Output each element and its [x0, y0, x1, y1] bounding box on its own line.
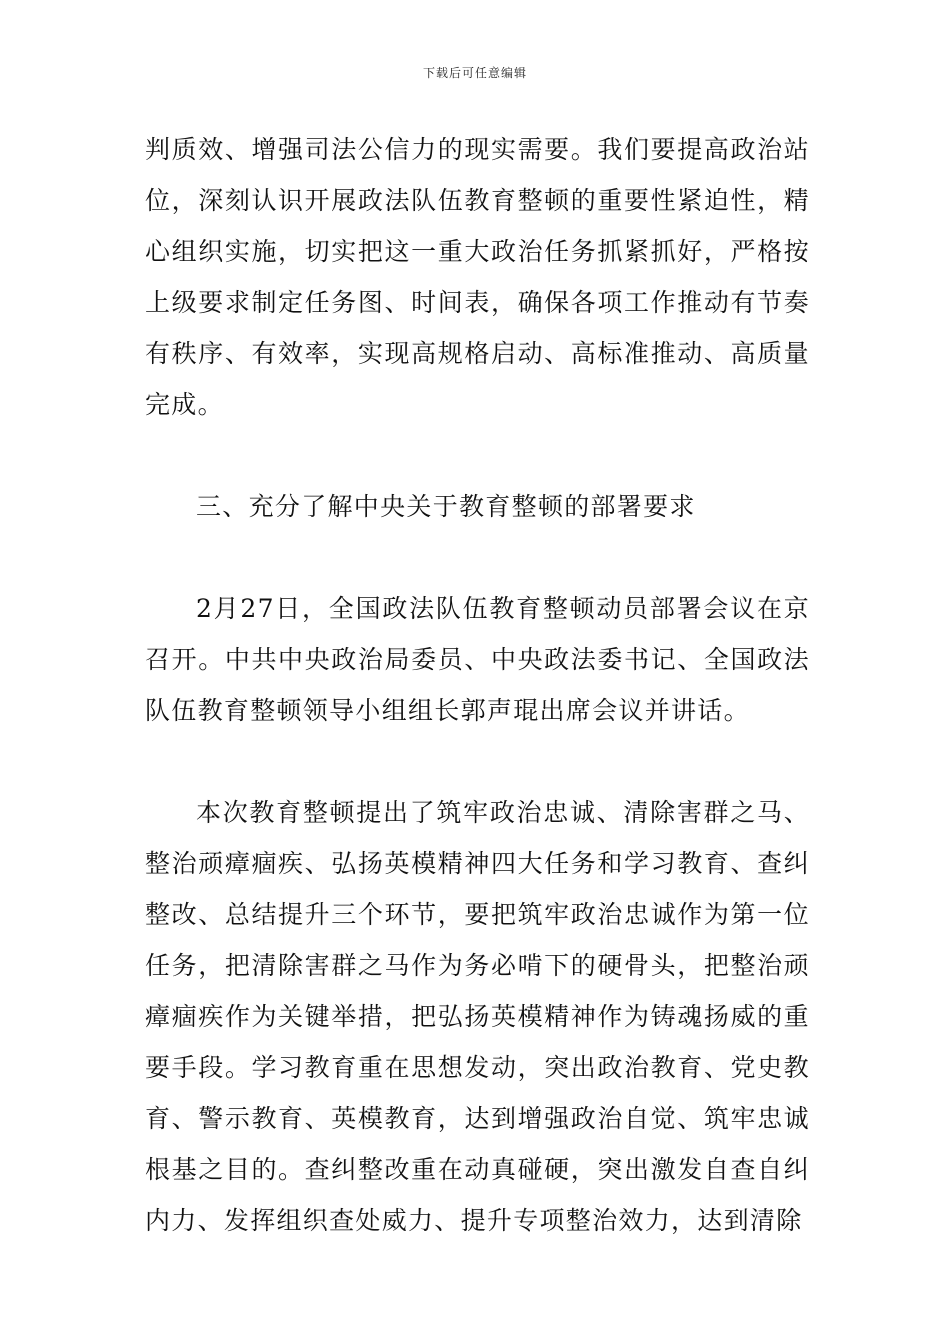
document-body	[145, 124, 810, 1246]
paragraph-gap	[145, 532, 810, 583]
paragraph-meeting: 2月27日，全国政法队伍教育整顿动员部署会议在京召开。中共中央政治局委员、中央政法委书记、全国政法队伍教育整顿领导小组组长郭声琨出席会议并讲话。	[145, 594, 810, 725]
section-heading: 三、充分了解中央关于教育整顿的部署要求	[196, 492, 696, 521]
paragraph-continuation: 判质效、增强司法公信力的现实需要。我们要提高政治站位，深刻认识开展政法队伍教育整顿的重要性紧迫性，精心组织实施，切实把这一重大政治任务抓紧抓好，严格按上级要求制定任务图、时间表，确保各项工作推动有节奏有秩序、有效率，实现高规格启动、高标准推动、高质量完成。	[145, 135, 810, 419]
paragraph-tasks: 本次教育整顿提出了筑牢政治忠诚、清除害群之马、整治顽瘴痼疾、弘扬英模精神四大任务和学习教育、查纠整改、总结提升三个环节，要把筑牢政治忠诚作为第一位任务，把清除害群之马作为务必啃下的硬骨头，把整治顽瘴痼疾作为关键举措，把弘扬英模精神作为铸魂扬威的重要手段。学习教育重在思想发动，突出政治教育、党史教育、警示教育、英模教育，达到增强政治自觉、筑牢忠诚根基之目的。查纠整改重在动真碰硬，突出激发自查自纠内力、发挥组织查处威力、提升专项整治效力，达到清除	[145, 798, 810, 1235]
page-header: 下载后可任意编辑	[422, 66, 527, 80]
paragraph-gap	[145, 736, 810, 787]
paragraph-gap	[145, 430, 810, 481]
